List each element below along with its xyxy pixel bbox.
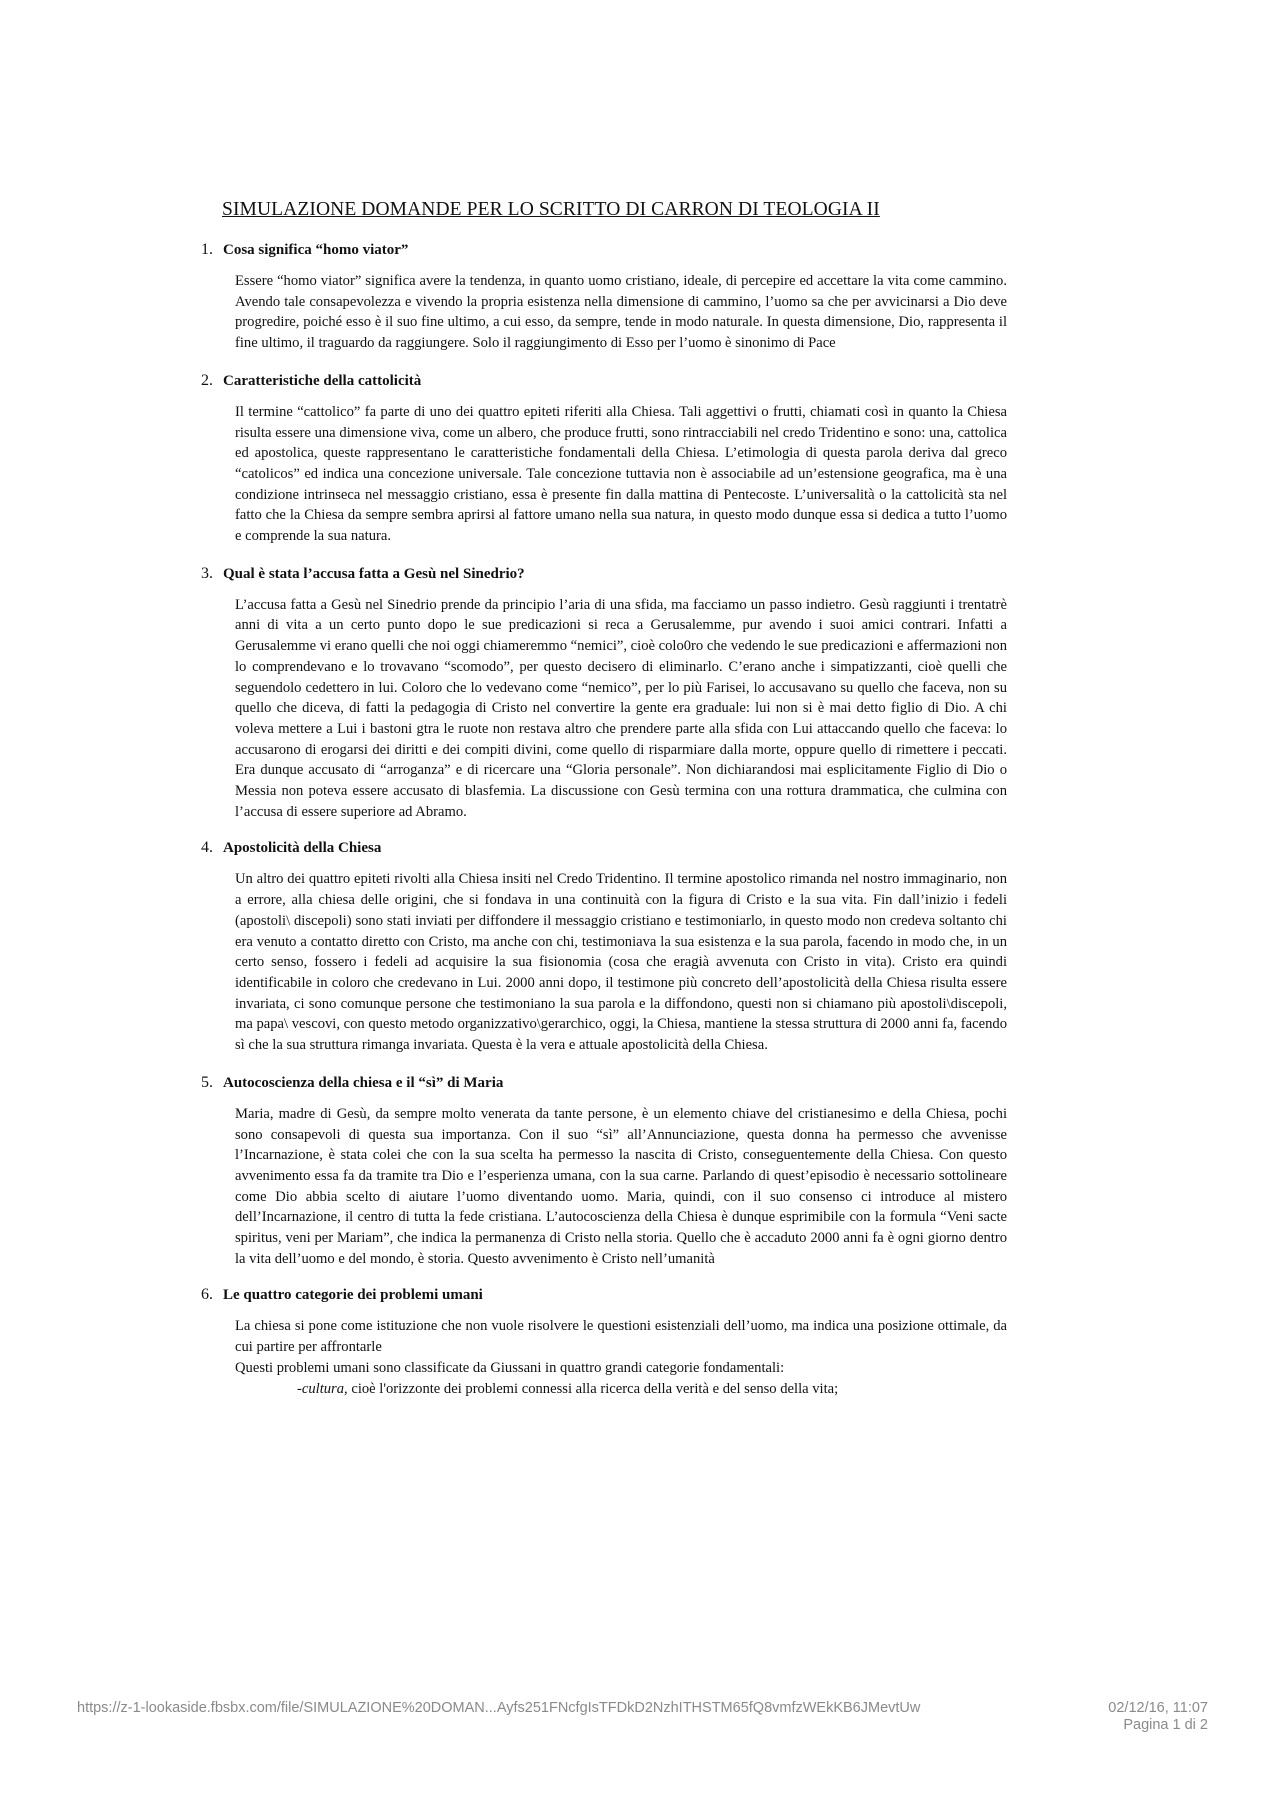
footer-page-number: Pagina 1 di 2: [1123, 1717, 1208, 1733]
questions-list: [201, 240, 1011, 1399]
question-4: [201, 838, 1011, 1055]
question-title: Caratteristiche della cattolicità: [223, 372, 422, 389]
question-title: Autocoscienza della chiesa e il “sì” di Maria: [223, 1074, 504, 1091]
answer-paragraph: L’accusa fatta a Gesù nel Sinedrio prende da principio l’aria di una sfida, ma facciamo un passo indietro. Gesù raggiunti i trentatrè anni di vita a un certo punto dopo le sue predicazioni si reca a Gerusalemme, pur avendo i suoi amici contrari. Infatti a Gerusalemme vi erano quelli che noi oggi chiameremmo “nemici”, cioè colo0ro che vedendo le sue predicazioni e affermazioni non lo comprendevano e lo trovavano “scomodo”, per questo decisero di eliminarlo. C’erano anche i simpatizzanti, cioè quelli che seguendolo cedettero in lui. Coloro che lo vedevano come “nemico”, per lo più Farisei, lo accusavano su quello che faceva, non su quello che diceva, di fatti la pedagogia di Cristo nel convertire la gente era graduale: lui non si è mai detto figlio di Dio. A chi voleva mettere a Lui i bastoni gtra le ruote non restava altro che prendere parte alla sfida con Lui attaccando quello che faceva: lo accusarono di erogarsi dei diritti e dei compiti divini, come quello di risparmiare dalla morte, oppure quello di rimettere i peccati. Era dunque accusato di “arroganza” e di ricercare una “Gloria personale”. Non dichiarandosi mai esplicitamente Figlio di Dio o Messia non poteva essere accusato di blasfemia. La discussione con Gesù termina con una rottura drammatica, che culmina con l’accusa di essere superiore ad Abramo.: [235, 596, 1007, 820]
answer-text: [235, 402, 1007, 547]
question-number: 5.: [201, 1073, 213, 1091]
category-term: cultura: [301, 1380, 345, 1397]
answer-paragraph: Questi problemi umani sono classificate da Giussani in quattro grandi categorie fondamentali:: [235, 1359, 785, 1376]
category-prefix: -: [297, 1380, 302, 1397]
question-title: Apostolicità della Chiesa: [223, 840, 382, 857]
answer-paragraph: Maria, madre di Gesù, da sempre molto venerata da tante persone, è un elemento chiave del cristianesimo e della Chiesa, pochi sono consapevoli di questa sua importanza. Con il suo “sì” all’Annunciazione, questa donna ha permesso che avvenisse l’Incarnazione, è stata colei che con la sua scelta ha permesso la nascita di Cristo, conseguentemente della Chiesa. Con questo avvenimento essa fa da tramite tra Dio e l’esperienza umana, con la sua carne. Parlando di quest’episodio è necessario sottolineare come Dio abbia scelto di aiutare l’uomo diventando uomo. Maria, quindi, con il suo consenso ci introduce al mistero dell’Incarnazione, il centro di tutta la fede cristiana. L’autocoscienza della Chiesa è dunque esprimibile con la formula “Veni sacte spiritus, veni per Mariam”, che indica la permanenza di Cristo nella storia. Quello che è accaduto 2000 anni fa è ogni giorno dentro la vita dell’uomo e del mondo, è storia. Questo avvenimento è Cristo nell’umanità: [235, 1105, 1007, 1267]
answer-text: [235, 595, 1007, 823]
footer-meta: [1108, 1700, 1208, 1734]
question-number: 4.: [201, 839, 213, 857]
question-heading: [201, 838, 1011, 858]
answer-text: [235, 869, 1007, 1055]
question-number: 1.: [201, 241, 213, 258]
question-title: Le quattro categorie dei problemi umani: [223, 1287, 483, 1304]
question-2: [201, 371, 1011, 547]
question-heading: [201, 371, 1011, 391]
footer-datetime: 02/12/16, 11:07: [1108, 1700, 1208, 1716]
category-description: , cioè l'orizzonte dei problemi connessi alla ricerca della verità e del senso della vita;: [344, 1380, 839, 1397]
question-number: 3.: [201, 564, 213, 582]
question-number: 6.: [201, 1286, 213, 1304]
answer-paragraph: La chiesa si pone come istituzione che non vuole risolvere le questioni esistenziali dell’uomo, ma indica una posizione ottimale, da cui partire per affrontarle: [235, 1318, 1007, 1356]
question-5: [201, 1073, 1011, 1270]
question-heading: [201, 1285, 1011, 1305]
question-1: [201, 240, 1011, 354]
document-title: SIMULAZIONE DOMANDE PER LO SCRITTO DI CARRON DI TEOLOGIA II: [222, 199, 880, 220]
answer-paragraph: Il termine “cattolico” fa parte di uno dei quattro epiteti riferiti alla Chiesa. Tali aggettivi o frutti, chiamati così in quanto la Chiesa risulta essere una dimensione viva, come un albero, che produce frutti, sono rintracciabili nel credo Tridentino e sono: una, cattolica ed apostolica, queste rappresentano le caratteristiche fondamentali della Chiesa. L’etimologia di questa parola deriva dal greco “catolicos” ed indica una concezione universale. Tale concezione tuttavia non è associabile ad un’estensione geografica, ma è una condizione intrinseca nel messaggio cristiano, essa è presente fin dalla mattina di Pentecoste. L’universalità o la cattolicità sta nel fatto che la Chiesa da sempre sembra aprirsi al fattore umano nella sua natura, in questo modo dunque essa si dedica a tutto l’uomo e comprende la sua natura.: [235, 403, 1007, 545]
question-title: Qual è stata l’accusa fatta a Gesù nel Sinedrio?: [223, 565, 525, 582]
answer-paragraph: Essere “homo viator” significa avere la tendenza, in quanto uomo cristiano, ideale, di percepire ed accettare la vita come cammino. Avendo tale consapevolezza e vivendo la propria esistenza nella dimensione di cammino, l’uomo sa che per avvicinarsi a Dio deve progredire, poiché esso è il suo fine ultimo, a cui esso, da sempre, tende in modo naturale. In questa dimensione, Dio, rappresenta il fine ultimo, il traguardo da raggiungere. Solo il raggiungimento di Esso per l’uomo è sinonimo di Pace: [235, 273, 1007, 352]
answer-text: [235, 1316, 1007, 1399]
question-6: [201, 1285, 1011, 1399]
answer-text: [235, 271, 1007, 354]
question-title: Cosa significa “homo viator”: [223, 242, 409, 258]
question-heading: [201, 1073, 1011, 1093]
question-heading: [201, 564, 1011, 584]
question-3: [201, 564, 1011, 823]
footer-url: https://z-1-lookaside.fbsbx.com/file/SIMULAZIONE%20DOMAN...Ayfs251FNcfgIsTFDkD2NzhITHSTM65fQ8vmfzWEkKB6JMevtUw: [77, 1700, 921, 1716]
question-heading: [201, 240, 1011, 260]
answer-text: [235, 1104, 1007, 1270]
answer-paragraph: Un altro dei quattro epiteti rivolti alla Chiesa insiti nel Credo Tridentino. Il termine apostolico rimanda nel nostro immaginario, non a errore, alla chiesa delle origini, che si fondava in una continuità con la figura di Cristo e la sua vita. Fin dall’inizio i fedeli (apostoli\ discepoli) sono stati inviati per diffondere il messaggio cristiano e testimoniarlo, in questo modo non credeva soltanto chi era venuto a contatto diretto con Cristo, ma anche con chi, testimoniava la sua esistenza e la sua parola, facendo in modo che, in un certo senso, fossero i fedeli ad acquisire la sua fisionomia (cosa che eragià avvenuta con Cristo in vita). Cristo era quindi identificabile in coloro che credevano in Lui. 2000 anni dopo, il testimone più concreto dell’apostolicità della Chiesa risulta essere invariata, ci sono comunque persone che testimoniano la sua parola e la diffondono, questi non si chiamano più apostoli\discepoli, ma papa\ vescovi, con questo metodo organizzativo\gerarchico, oggi, la Chiesa, mantiene la stessa struttura di 2000 anni fa, facendo sì che la sua struttura rimanga invariata. Questa è la vera e attuale apostolicità della Chiesa.: [235, 871, 1007, 1054]
question-number: 2.: [201, 371, 213, 389]
category-item: [235, 1379, 1007, 1400]
